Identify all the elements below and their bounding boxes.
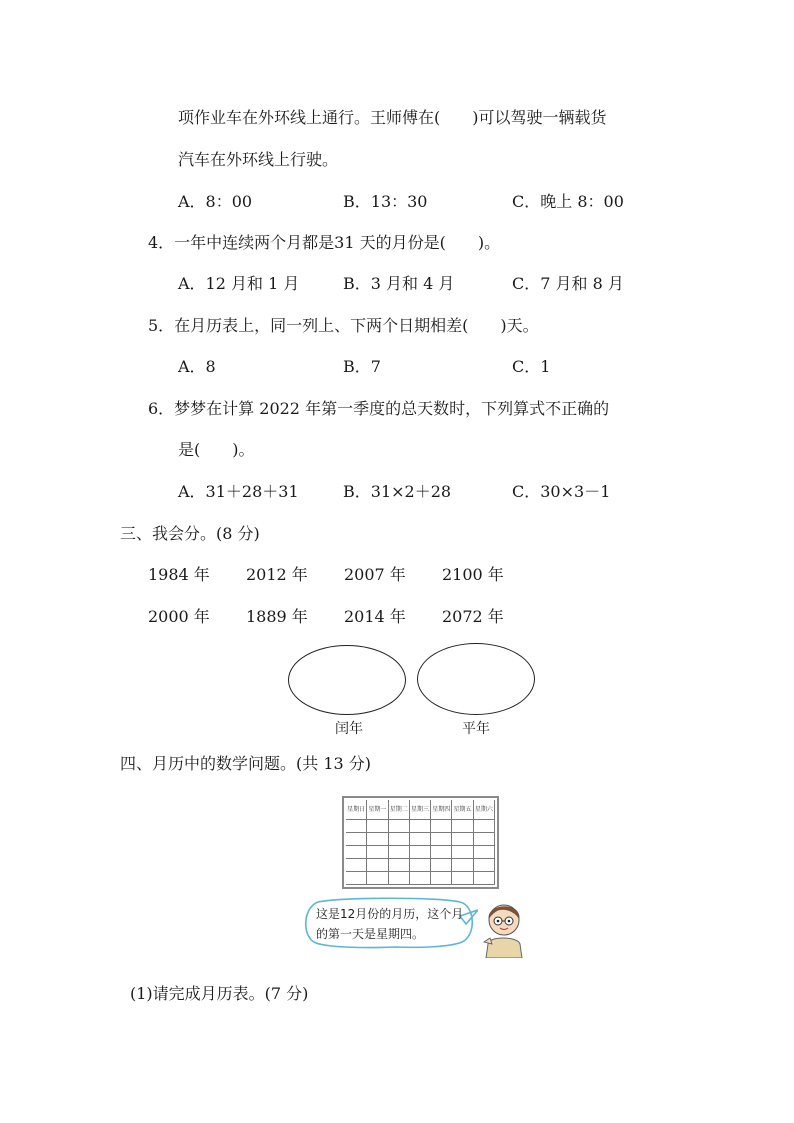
calendar-cell[interactable]	[410, 872, 431, 885]
calendar-cell[interactable]	[431, 820, 452, 833]
bubble-line2: 的第一天是星期四。	[316, 927, 425, 941]
calendar-cell[interactable]	[474, 872, 495, 885]
q3-option-b[interactable]: B．13：30	[343, 192, 428, 211]
bubble-line1: 这是12月份的月历，这个月	[316, 907, 464, 921]
calendar-cell[interactable]	[367, 859, 388, 872]
q4-option-b[interactable]: B．3 月和 4 月	[343, 274, 455, 293]
q3-option-a[interactable]: A．8：00	[178, 192, 253, 211]
calendar-cell[interactable]	[389, 872, 410, 885]
calendar-cell[interactable]	[474, 833, 495, 846]
calendar-cell[interactable]	[389, 833, 410, 846]
year-item: 2014 年	[344, 607, 406, 626]
calendar-cell[interactable]	[452, 872, 473, 885]
calendar-cell[interactable]	[346, 859, 367, 872]
bubble-text	[316, 904, 476, 944]
calendar-cell[interactable]	[389, 859, 410, 872]
year-item: 1889 年	[246, 607, 308, 626]
calendar-cell[interactable]	[346, 833, 367, 846]
leap-year-label: 闰年	[335, 721, 363, 737]
q4-text: 4．一年中连续两个月都是31 天的月份是( )。	[148, 233, 501, 252]
year-item: 1984 年	[148, 565, 210, 584]
calendar-cell[interactable]	[410, 859, 431, 872]
calendar-header: 星期二	[389, 800, 410, 820]
boy-illustration	[478, 898, 528, 958]
q6-text-line2: 是( )。	[178, 440, 255, 459]
calendar-cell[interactable]	[389, 820, 410, 833]
calendar-cell[interactable]	[431, 833, 452, 846]
calendar-cell[interactable]	[431, 872, 452, 885]
year-item: 2007 年	[344, 565, 406, 584]
q6-text-line1: 6．梦梦在计算 2022 年第一季度的总天数时，下列算式不正确的	[148, 399, 610, 418]
calendar-header: 星期六	[474, 800, 495, 820]
calendar-cell[interactable]	[431, 846, 452, 859]
section3-title: 三、我会分。(8 分)	[120, 524, 260, 543]
year-item: 2072 年	[442, 607, 504, 626]
year-item: 2100 年	[442, 565, 504, 584]
calendar-cell[interactable]	[431, 859, 452, 872]
q6-option-a[interactable]: A．31＋28＋31	[178, 482, 299, 501]
calendar-cell[interactable]	[410, 820, 431, 833]
section4-title: 四、月历中的数学问题。(共 13 分)	[120, 754, 372, 773]
calendar-cell[interactable]	[367, 833, 388, 846]
q6-option-b[interactable]: B．31×2＋28	[343, 482, 452, 501]
q4-option-a[interactable]: A．12 月和 1 月	[178, 274, 300, 293]
q6-option-c[interactable]: C．30×3－1	[512, 482, 611, 501]
q3-text-line1: 项作业车在外环线上通行。王师傅在( )可以驾驶一辆载货	[178, 108, 607, 127]
common-year-ellipse[interactable]	[417, 643, 535, 715]
calendar-header: 星期三	[410, 800, 431, 820]
q4-option-c[interactable]: C．7 月和 8 月	[512, 274, 624, 293]
calendar-header: 星期一	[367, 800, 388, 820]
calendar-header: 星期四	[431, 800, 452, 820]
calendar-cell[interactable]	[410, 833, 431, 846]
calendar-cell[interactable]	[452, 833, 473, 846]
calendar-cell[interactable]	[367, 820, 388, 833]
calendar-table	[342, 796, 499, 889]
section4-sub1: (1)请完成月历表。(7 分)	[130, 984, 309, 1003]
q5-text: 5．在月历表上，同一列上、下两个日期相差( )天。	[148, 316, 539, 335]
calendar-header: 星期五	[452, 800, 473, 820]
calendar-cell[interactable]	[474, 859, 495, 872]
calendar-cell[interactable]	[452, 846, 473, 859]
calendar-cell[interactable]	[389, 846, 410, 859]
q3-option-c[interactable]: C．晚上 8：00	[512, 192, 624, 211]
q5-option-c[interactable]: C．1	[512, 357, 551, 376]
calendar-cell[interactable]	[452, 820, 473, 833]
leap-year-ellipse[interactable]	[288, 645, 406, 715]
calendar-cell[interactable]	[346, 820, 367, 833]
q5-option-a[interactable]: A．8	[178, 357, 216, 376]
q3-text-line2: 汽车在外环线上行驶。	[178, 150, 339, 169]
q5-option-b[interactable]: B．7	[343, 357, 381, 376]
year-item: 2012 年	[246, 565, 308, 584]
calendar-cell[interactable]	[474, 820, 495, 833]
calendar-header: 星期日	[346, 800, 367, 820]
calendar-cell[interactable]	[367, 846, 388, 859]
calendar-cell[interactable]	[346, 872, 367, 885]
year-item: 2000 年	[148, 607, 210, 626]
calendar-cell[interactable]	[452, 859, 473, 872]
calendar-cell[interactable]	[474, 846, 495, 859]
calendar-cell[interactable]	[346, 846, 367, 859]
common-year-label: 平年	[462, 721, 490, 737]
calendar-cell[interactable]	[367, 872, 388, 885]
calendar-cell[interactable]	[410, 846, 431, 859]
